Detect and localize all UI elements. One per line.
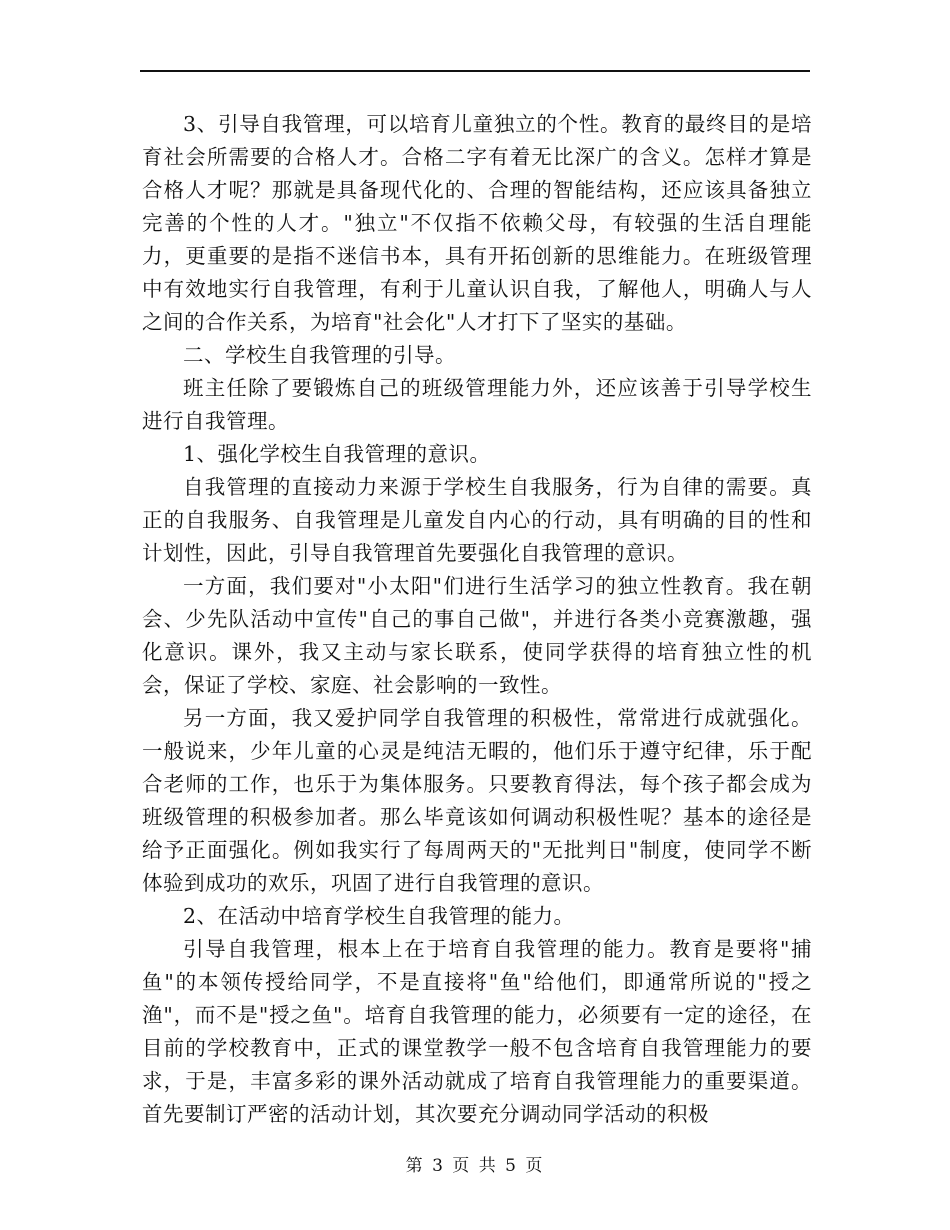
document-body [142,108,812,1131]
subsection-heading: 2、在活动中培育学校生自我管理的能力。 [183,904,575,928]
paragraph: 3、引导自我管理，可以培育儿童独立的个性。教育的最终目的是培育社会所需要的合格人才。合格二字有着无比深广的含义。怎样才算是合格人才呢？那就是具备现代化的、合理的智能结构，还应该具备独立完善的个性的人才。"独立"不仅指不依赖父母，有较强的生活自理能力，更重要的是指不迷信书本，具有开拓创新的思维能力。在班级管理中有效地实行自我管理，有利于儿童认识自我，了解他人，明确人与人之间的合作关系，为培育"社会化"人才打下了坚实的基础。 [142,112,812,334]
section-heading: 二、学校生自我管理的引导。 [183,343,456,367]
paragraph: 班主任除了要锻炼自己的班级管理能力外，还应该善于引导学校生进行自我管理。 [142,376,812,433]
header-rule [140,70,810,72]
paragraph: 另一方面，我又爱护同学自我管理的积极性，常常进行成就强化。一般说来，少年儿童的心灵是纯洁无暇的，他们乐于遵守纪律，乐于配合老师的工作，也乐于为集体服务。只要教育得法，每个孩子都会成为班级管理的积极参加者。那么毕竟该如何调动积极性呢？基本的途径是给予正面强化。例如我实行了每周两天的"无批判日"制度，使同学不断体验到成功的欢乐，巩固了进行自我管理的意识。 [142,706,812,895]
subsection-heading: 1、强化学校生自我管理的意识。 [183,442,491,466]
paragraph: 一方面，我们要对"小太阳"们进行生活学习的独立性教育。我在朝会、少先队活动中宣传"自己的事自己做"，并进行各类小竞赛激趣，强化意识。课外，我又主动与家长联系，使同学获得的培育独立性的机会，保证了学校、家庭、社会影响的一致性。 [142,574,812,697]
paragraph: 自我管理的直接动力来源于学校生自我服务，行为自律的需要。真正的自我服务、自我管理是儿童发自内心的行动，具有明确的目的性和计划性，因此，引导自我管理首先要强化自我管理的意识。 [142,475,812,565]
page-footer: 第 3 页 共 5 页 [405,1156,545,1176]
paragraph: 引导自我管理，根本上在于培育自我管理的能力。教育是要将"捕鱼"的本领传授给同学，不是直接将"鱼"给他们，即通常所说的"授之渔"，而不是"授之鱼"。培育自我管理的能力，必须要有一定的途径，在目前的学校教育中，正式的课堂教学一般不包含培育自我管理能力的要求，于是，丰富多彩的课外活动就成了培育自我管理能力的重要渠道。首先要制订严密的活动计划，其次要充分调动同学活动的积极 [142,937,812,1126]
